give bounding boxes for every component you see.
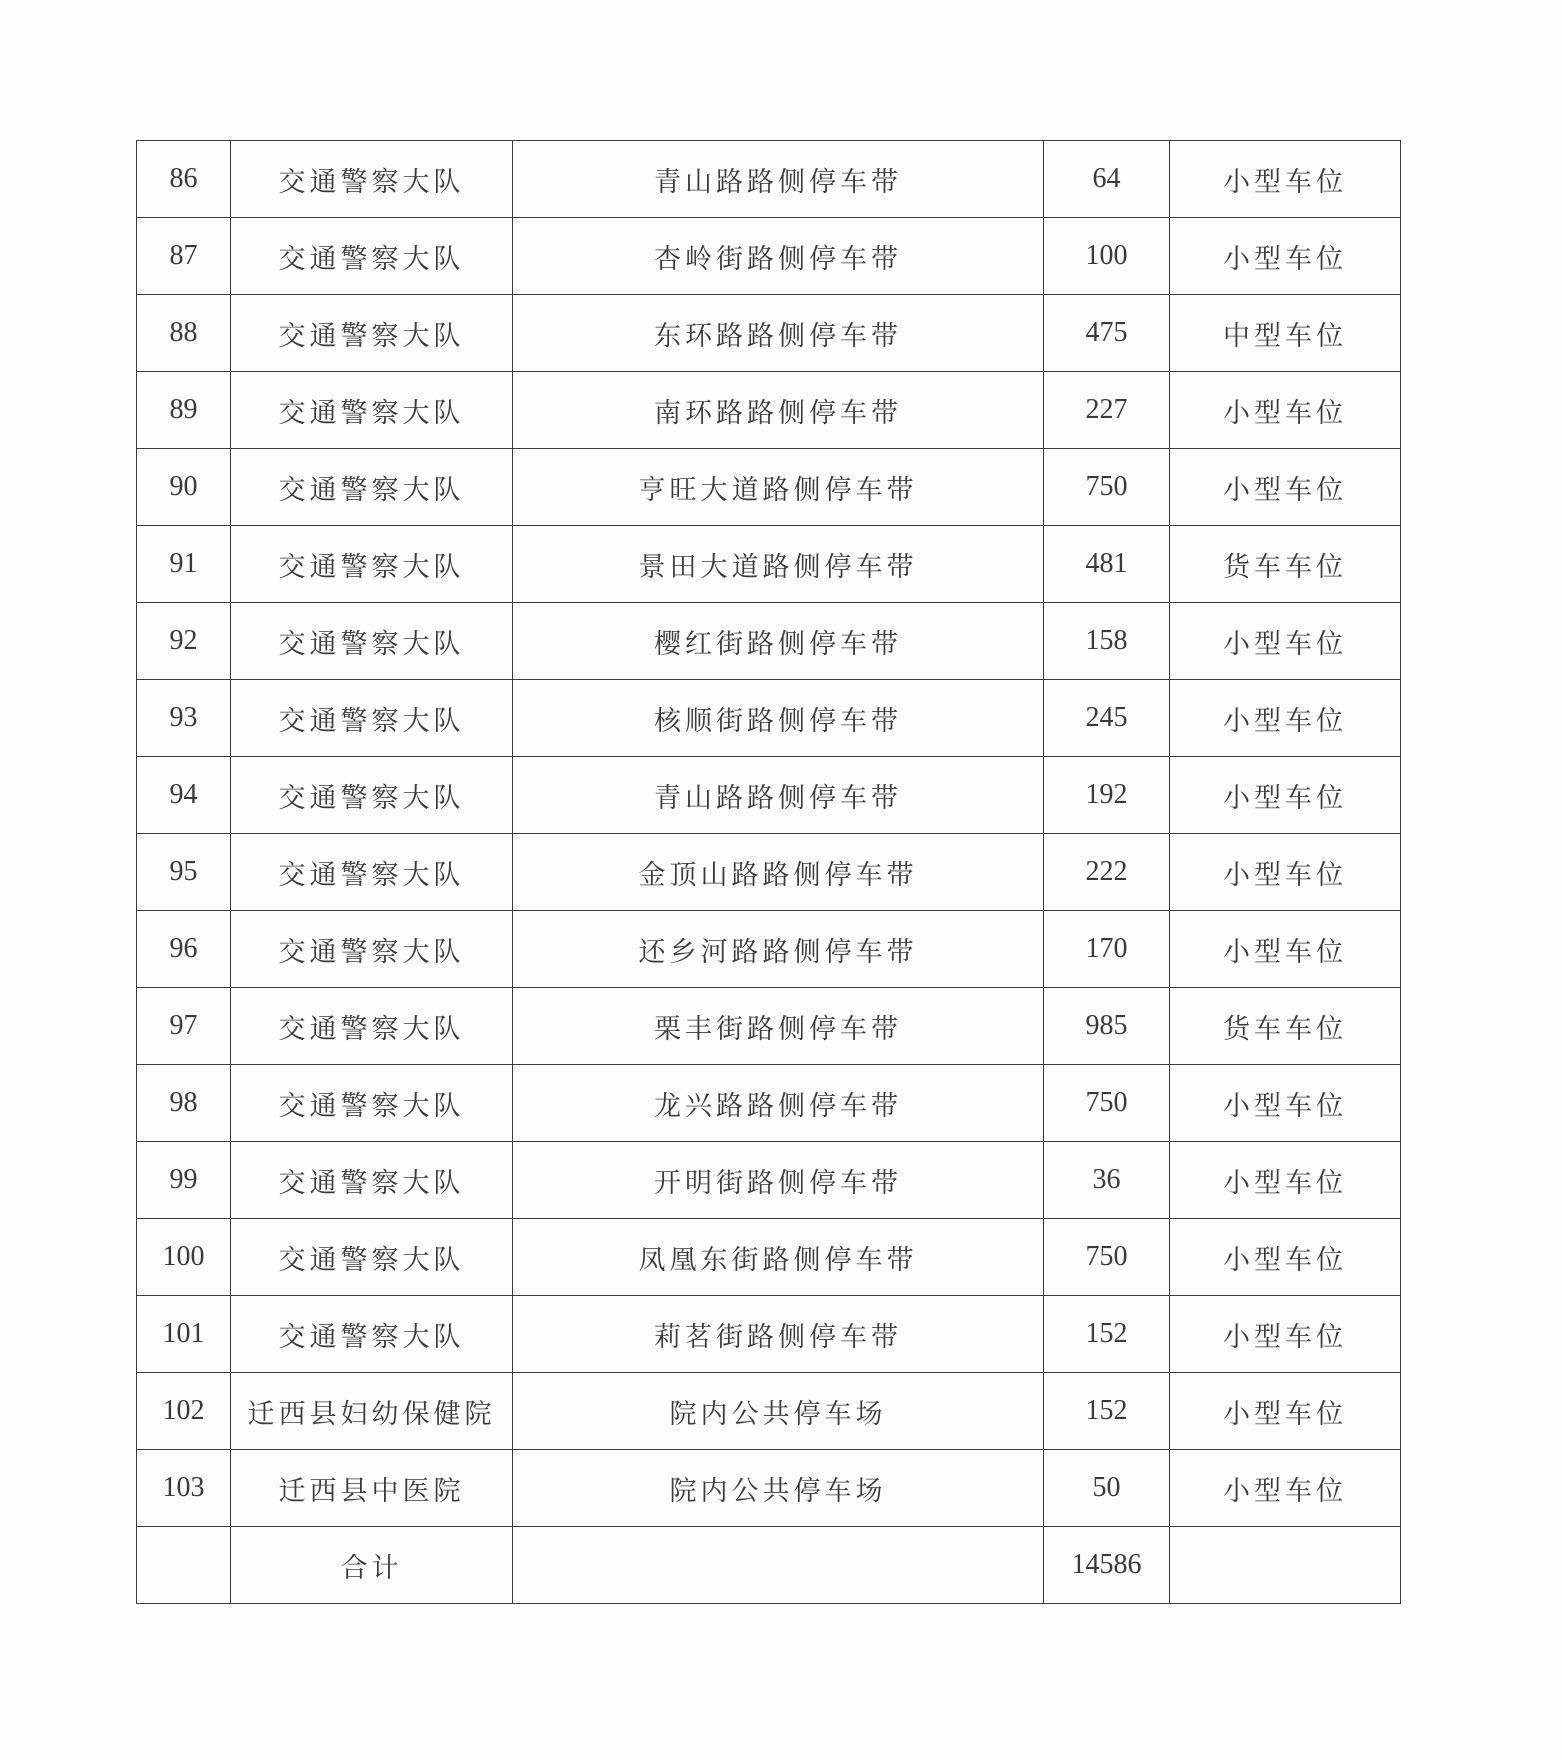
location-cell: 莉茗街路侧停车带 bbox=[513, 1296, 1044, 1373]
space-type-cell: 小型车位 bbox=[1170, 218, 1401, 295]
table-row bbox=[137, 1373, 1401, 1450]
table-row bbox=[137, 1219, 1401, 1296]
space-type-cell: 货车车位 bbox=[1170, 988, 1401, 1065]
row-number-cell: 96 bbox=[137, 911, 231, 988]
location-cell: 金顶山路路侧停车带 bbox=[513, 834, 1044, 911]
space-type-cell: 中型车位 bbox=[1170, 295, 1401, 372]
location-cell: 景田大道路侧停车带 bbox=[513, 526, 1044, 603]
location-cell: 核顺街路侧停车带 bbox=[513, 680, 1044, 757]
count-cell: 158 bbox=[1044, 603, 1170, 680]
unit-cell: 交通警察大队 bbox=[231, 603, 513, 680]
space-type-cell: 小型车位 bbox=[1170, 603, 1401, 680]
row-number-cell: 95 bbox=[137, 834, 231, 911]
table-row bbox=[137, 911, 1401, 988]
space-type-cell: 小型车位 bbox=[1170, 141, 1401, 218]
table-row bbox=[137, 141, 1401, 218]
count-cell: 481 bbox=[1044, 526, 1170, 603]
location-cell: 杏岭街路侧停车带 bbox=[513, 218, 1044, 295]
space-type-cell: 小型车位 bbox=[1170, 1142, 1401, 1219]
count-cell: 50 bbox=[1044, 1450, 1170, 1527]
table-row bbox=[137, 680, 1401, 757]
count-cell: 222 bbox=[1044, 834, 1170, 911]
total-empty-cell bbox=[137, 1527, 231, 1604]
space-type-cell: 货车车位 bbox=[1170, 526, 1401, 603]
total-empty-cell bbox=[1170, 1527, 1401, 1604]
space-type-cell: 小型车位 bbox=[1170, 1450, 1401, 1527]
count-cell: 152 bbox=[1044, 1296, 1170, 1373]
unit-cell: 交通警察大队 bbox=[231, 1065, 513, 1142]
table-row bbox=[137, 988, 1401, 1065]
unit-cell: 交通警察大队 bbox=[231, 757, 513, 834]
table-row bbox=[137, 757, 1401, 834]
space-type-cell: 小型车位 bbox=[1170, 1219, 1401, 1296]
row-number-cell: 88 bbox=[137, 295, 231, 372]
unit-cell: 交通警察大队 bbox=[231, 1296, 513, 1373]
total-label-cell: 合计 bbox=[231, 1527, 513, 1604]
total-row bbox=[137, 1527, 1401, 1604]
count-cell: 750 bbox=[1044, 1219, 1170, 1296]
location-cell: 亨旺大道路侧停车带 bbox=[513, 449, 1044, 526]
space-type-cell: 小型车位 bbox=[1170, 680, 1401, 757]
count-cell: 100 bbox=[1044, 218, 1170, 295]
location-cell: 开明街路侧停车带 bbox=[513, 1142, 1044, 1219]
row-number-cell: 90 bbox=[137, 449, 231, 526]
row-number-cell: 99 bbox=[137, 1142, 231, 1219]
space-type-cell: 小型车位 bbox=[1170, 834, 1401, 911]
row-number-cell: 86 bbox=[137, 141, 231, 218]
count-cell: 170 bbox=[1044, 911, 1170, 988]
count-cell: 750 bbox=[1044, 1065, 1170, 1142]
location-cell: 凤凰东街路侧停车带 bbox=[513, 1219, 1044, 1296]
row-number-cell: 92 bbox=[137, 603, 231, 680]
unit-cell: 交通警察大队 bbox=[231, 141, 513, 218]
table-row bbox=[137, 218, 1401, 295]
location-cell: 樱红街路侧停车带 bbox=[513, 603, 1044, 680]
count-cell: 750 bbox=[1044, 449, 1170, 526]
table-row bbox=[137, 295, 1401, 372]
unit-cell: 交通警察大队 bbox=[231, 1219, 513, 1296]
space-type-cell: 小型车位 bbox=[1170, 449, 1401, 526]
location-cell: 还乡河路路侧停车带 bbox=[513, 911, 1044, 988]
space-type-cell: 小型车位 bbox=[1170, 1373, 1401, 1450]
location-cell: 青山路路侧停车带 bbox=[513, 141, 1044, 218]
location-cell: 东环路路侧停车带 bbox=[513, 295, 1044, 372]
table-row bbox=[137, 1450, 1401, 1527]
space-type-cell: 小型车位 bbox=[1170, 1296, 1401, 1373]
unit-cell: 交通警察大队 bbox=[231, 680, 513, 757]
row-number-cell: 94 bbox=[137, 757, 231, 834]
row-number-cell: 100 bbox=[137, 1219, 231, 1296]
row-number-cell: 89 bbox=[137, 372, 231, 449]
count-cell: 475 bbox=[1044, 295, 1170, 372]
count-cell: 245 bbox=[1044, 680, 1170, 757]
table-body bbox=[137, 141, 1401, 1604]
unit-cell: 交通警察大队 bbox=[231, 526, 513, 603]
unit-cell: 迁西县中医院 bbox=[231, 1450, 513, 1527]
table-row bbox=[137, 372, 1401, 449]
count-cell: 64 bbox=[1044, 141, 1170, 218]
unit-cell: 交通警察大队 bbox=[231, 218, 513, 295]
unit-cell: 交通警察大队 bbox=[231, 372, 513, 449]
row-number-cell: 87 bbox=[137, 218, 231, 295]
row-number-cell: 101 bbox=[137, 1296, 231, 1373]
table-row bbox=[137, 526, 1401, 603]
table-row bbox=[137, 1065, 1401, 1142]
unit-cell: 交通警察大队 bbox=[231, 911, 513, 988]
count-cell: 36 bbox=[1044, 1142, 1170, 1219]
count-cell: 192 bbox=[1044, 757, 1170, 834]
table-row bbox=[137, 603, 1401, 680]
row-number-cell: 102 bbox=[137, 1373, 231, 1450]
unit-cell: 交通警察大队 bbox=[231, 1142, 513, 1219]
location-cell: 栗丰街路侧停车带 bbox=[513, 988, 1044, 1065]
table-row bbox=[137, 449, 1401, 526]
row-number-cell: 97 bbox=[137, 988, 231, 1065]
unit-cell: 交通警察大队 bbox=[231, 988, 513, 1065]
count-cell: 227 bbox=[1044, 372, 1170, 449]
location-cell: 南环路路侧停车带 bbox=[513, 372, 1044, 449]
table-row bbox=[137, 1296, 1401, 1373]
location-cell: 院内公共停车场 bbox=[513, 1373, 1044, 1450]
row-number-cell: 103 bbox=[137, 1450, 231, 1527]
location-cell: 院内公共停车场 bbox=[513, 1450, 1044, 1527]
unit-cell: 交通警察大队 bbox=[231, 295, 513, 372]
location-cell: 青山路路侧停车带 bbox=[513, 757, 1044, 834]
unit-cell: 迁西县妇幼保健院 bbox=[231, 1373, 513, 1450]
total-empty-cell bbox=[513, 1527, 1044, 1604]
table-row bbox=[137, 834, 1401, 911]
location-cell: 龙兴路路侧停车带 bbox=[513, 1065, 1044, 1142]
row-number-cell: 91 bbox=[137, 526, 231, 603]
count-cell: 985 bbox=[1044, 988, 1170, 1065]
row-number-cell: 93 bbox=[137, 680, 231, 757]
row-number-cell: 98 bbox=[137, 1065, 231, 1142]
unit-cell: 交通警察大队 bbox=[231, 834, 513, 911]
parking-table bbox=[136, 140, 1401, 1604]
space-type-cell: 小型车位 bbox=[1170, 757, 1401, 834]
count-cell: 152 bbox=[1044, 1373, 1170, 1450]
total-count-cell: 14586 bbox=[1044, 1527, 1170, 1604]
unit-cell: 交通警察大队 bbox=[231, 449, 513, 526]
space-type-cell: 小型车位 bbox=[1170, 1065, 1401, 1142]
space-type-cell: 小型车位 bbox=[1170, 372, 1401, 449]
table-row bbox=[137, 1142, 1401, 1219]
space-type-cell: 小型车位 bbox=[1170, 911, 1401, 988]
